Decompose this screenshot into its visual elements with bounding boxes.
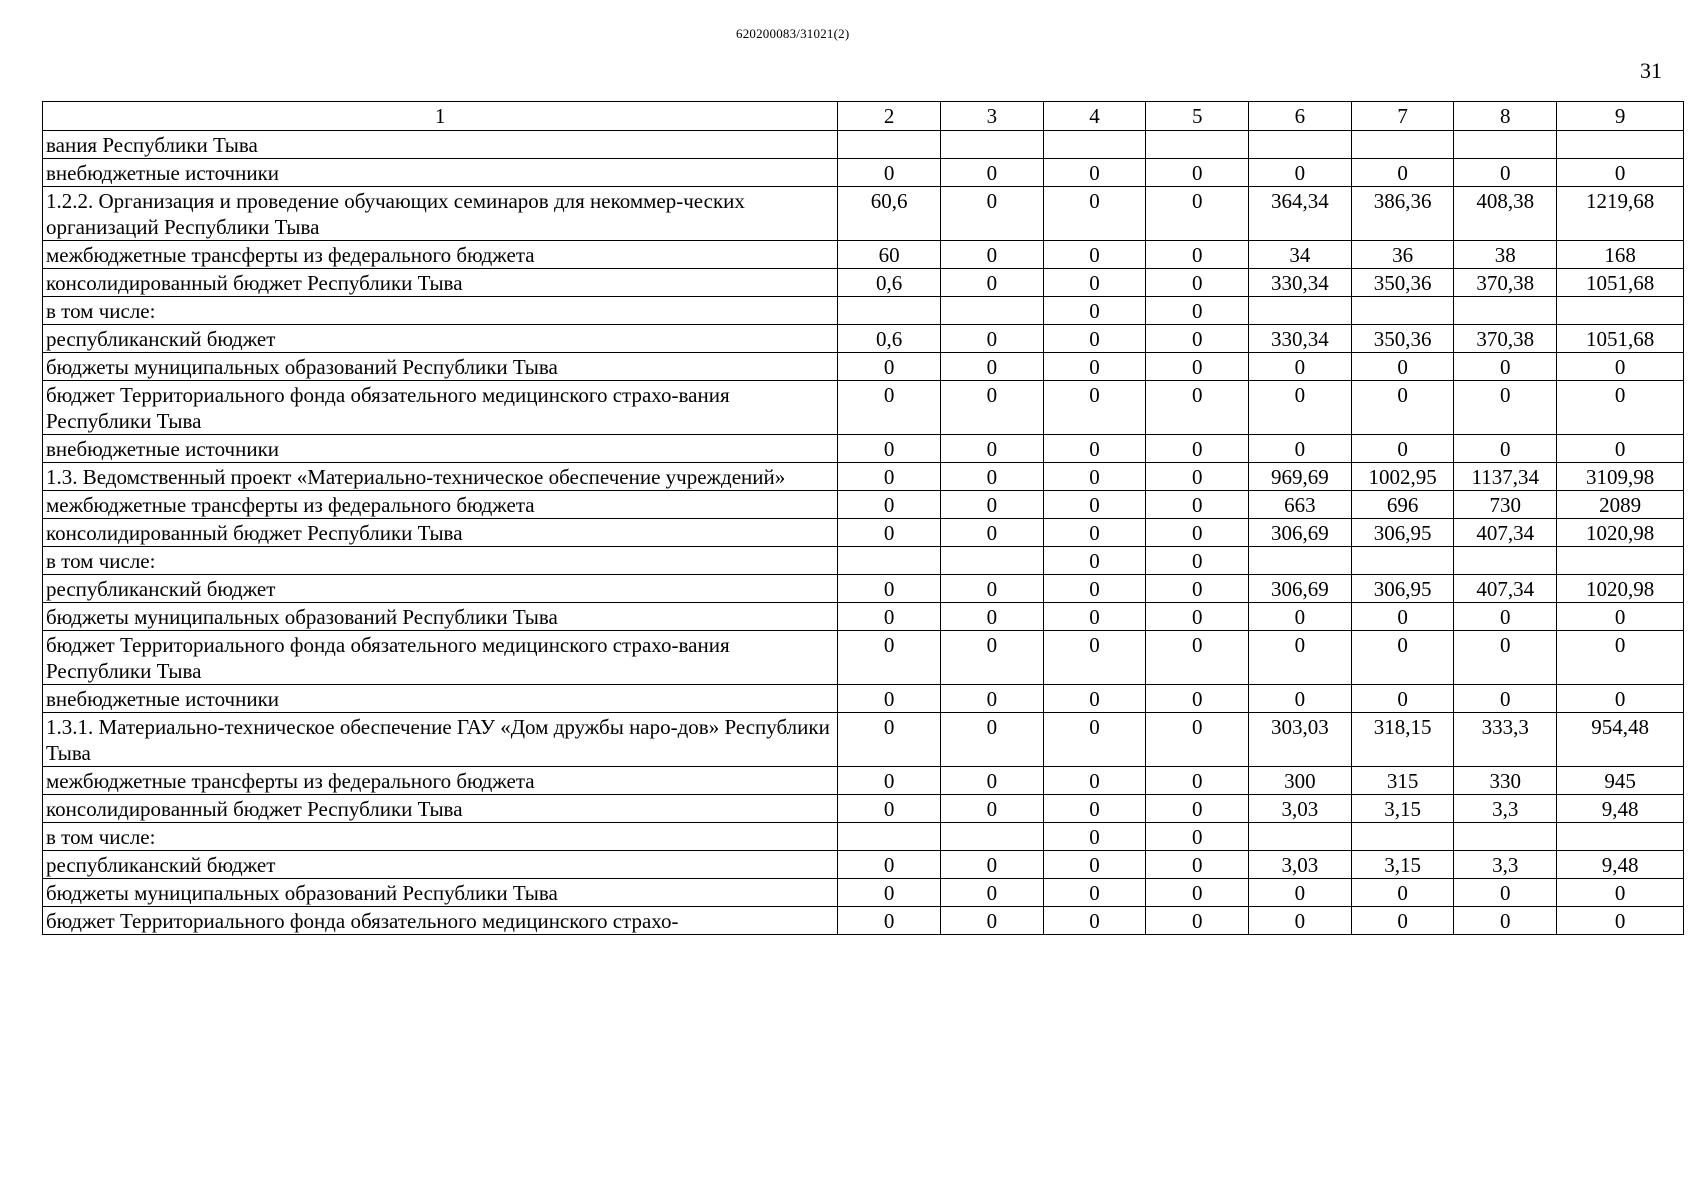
value-cell [1249, 297, 1352, 325]
value-cell: 0 [1146, 269, 1249, 297]
value-cell: 306,95 [1351, 519, 1454, 547]
table-row [43, 381, 1684, 435]
value-cell: 0 [1146, 879, 1249, 907]
row-label: бюджеты муниципальных образований Республики Тыва [43, 603, 838, 631]
value-cell: 0 [1146, 297, 1249, 325]
value-cell: 0 [1146, 547, 1249, 575]
table-row [43, 159, 1684, 187]
row-label: внебюджетные источники [43, 685, 838, 713]
value-cell: 364,34 [1249, 187, 1352, 241]
table-row [43, 491, 1684, 519]
value-cell: 0 [838, 381, 941, 435]
value-cell: 60 [838, 241, 941, 269]
value-cell: 0 [838, 463, 941, 491]
table-row [43, 435, 1684, 463]
row-label: в том числе: [43, 297, 838, 325]
table-row [43, 713, 1684, 767]
value-cell: 306,95 [1351, 575, 1454, 603]
value-cell [1454, 823, 1557, 851]
value-cell: 0 [1146, 907, 1249, 935]
value-cell: 0 [1043, 795, 1146, 823]
value-cell: 408,38 [1454, 187, 1557, 241]
value-cell: 0 [1146, 631, 1249, 685]
value-cell: 0 [1043, 491, 1146, 519]
value-cell: 0 [1146, 353, 1249, 381]
value-cell: 0 [1351, 159, 1454, 187]
value-cell [1351, 547, 1454, 575]
value-cell: 0 [1557, 603, 1684, 631]
value-cell [1557, 131, 1684, 159]
value-cell: 0 [941, 159, 1044, 187]
value-cell [838, 131, 941, 159]
value-cell: 1002,95 [1351, 463, 1454, 491]
value-cell: 0 [838, 685, 941, 713]
page-number: 31 [1640, 58, 1662, 83]
row-label: консолидированный бюджет Республики Тыва [43, 795, 838, 823]
value-cell: 0 [941, 879, 1044, 907]
table-row [43, 325, 1684, 353]
value-cell: 0 [1249, 685, 1352, 713]
value-cell: 0 [1043, 269, 1146, 297]
value-cell: 0 [1454, 159, 1557, 187]
value-cell: 0 [1249, 435, 1352, 463]
value-cell: 0 [941, 381, 1044, 435]
value-cell: 9,48 [1557, 851, 1684, 879]
value-cell: 0 [941, 713, 1044, 767]
value-cell: 0 [1146, 575, 1249, 603]
value-cell: 0 [941, 325, 1044, 353]
column-header: 4 [1043, 102, 1146, 131]
row-label: бюджет Территориального фонда обязательного медицинского страхо- [43, 907, 838, 935]
row-label: республиканский бюджет [43, 325, 838, 353]
value-cell [1249, 823, 1352, 851]
value-cell [1557, 547, 1684, 575]
value-cell: 0 [1351, 435, 1454, 463]
value-cell: 370,38 [1454, 269, 1557, 297]
column-header: 2 [838, 102, 941, 131]
value-cell: 0 [1043, 381, 1146, 435]
table-row [43, 879, 1684, 907]
value-cell: 0 [1454, 631, 1557, 685]
value-cell: 0 [838, 435, 941, 463]
row-label: 1.3.1. Материально-техническое обеспечение ГАУ «Дом дружбы наро-дов» Республики Тыва [43, 713, 838, 767]
value-cell: 407,34 [1454, 575, 1557, 603]
value-cell: 330 [1454, 767, 1557, 795]
value-cell: 0 [941, 269, 1044, 297]
value-cell: 0 [941, 353, 1044, 381]
value-cell: 0 [941, 519, 1044, 547]
value-cell: 0 [941, 435, 1044, 463]
budget-table [42, 101, 1684, 935]
table-row [43, 823, 1684, 851]
value-cell: 0 [941, 795, 1044, 823]
value-cell: 315 [1351, 767, 1454, 795]
row-label: в том числе: [43, 547, 838, 575]
row-label: внебюджетные источники [43, 159, 838, 187]
value-cell: 1020,98 [1557, 575, 1684, 603]
value-cell: 3,3 [1454, 795, 1557, 823]
value-cell: 318,15 [1351, 713, 1454, 767]
value-cell: 0 [1043, 603, 1146, 631]
row-label: межбюджетные трансферты из федерального бюджета [43, 767, 838, 795]
table-row [43, 631, 1684, 685]
value-cell: 0 [1146, 159, 1249, 187]
value-cell: 303,03 [1249, 713, 1352, 767]
row-label: 1.3. Ведомственный проект «Материально-техническое обеспечение учреждений» [43, 463, 838, 491]
value-cell: 0 [1043, 519, 1146, 547]
row-label: межбюджетные трансферты из федерального бюджета [43, 491, 838, 519]
table-body [43, 131, 1684, 935]
value-cell: 0 [1557, 879, 1684, 907]
table-row [43, 353, 1684, 381]
value-cell: 0 [1146, 187, 1249, 241]
value-cell: 0 [1454, 435, 1557, 463]
value-cell: 3,03 [1249, 851, 1352, 879]
value-cell: 0 [1146, 713, 1249, 767]
value-cell: 0 [1043, 823, 1146, 851]
value-cell: 0 [1043, 241, 1146, 269]
value-cell: 945 [1557, 767, 1684, 795]
value-cell: 0 [1351, 907, 1454, 935]
row-label: бюджет Территориального фонда обязательного медицинского страхо-вания Республики Тыва [43, 381, 838, 435]
value-cell: 0 [838, 631, 941, 685]
value-cell: 0 [1351, 631, 1454, 685]
value-cell: 168 [1557, 241, 1684, 269]
value-cell: 9,48 [1557, 795, 1684, 823]
value-cell: 969,69 [1249, 463, 1352, 491]
value-cell [1454, 131, 1557, 159]
value-cell: 0 [1043, 631, 1146, 685]
value-cell: 300 [1249, 767, 1352, 795]
value-cell: 0 [1146, 851, 1249, 879]
value-cell: 730 [1454, 491, 1557, 519]
value-cell: 306,69 [1249, 519, 1352, 547]
value-cell: 0 [1043, 159, 1146, 187]
table-row [43, 767, 1684, 795]
value-cell: 0 [1146, 823, 1249, 851]
value-cell: 0 [1043, 187, 1146, 241]
value-cell: 386,36 [1351, 187, 1454, 241]
value-cell: 0 [1454, 907, 1557, 935]
column-header: 7 [1351, 102, 1454, 131]
table-row [43, 131, 1684, 159]
table-row [43, 907, 1684, 935]
value-cell: 0 [1146, 519, 1249, 547]
value-cell: 0 [1557, 353, 1684, 381]
value-cell [941, 297, 1044, 325]
value-cell: 0 [941, 463, 1044, 491]
value-cell: 0 [941, 767, 1044, 795]
row-label: вания Республики Тыва [43, 131, 838, 159]
value-cell: 0 [1146, 795, 1249, 823]
value-cell: 0 [1146, 603, 1249, 631]
value-cell: 696 [1351, 491, 1454, 519]
value-cell: 0 [1043, 353, 1146, 381]
row-label: межбюджетные трансферты из федерального бюджета [43, 241, 838, 269]
value-cell: 0 [1043, 547, 1146, 575]
value-cell: 0 [1454, 603, 1557, 631]
value-cell: 0 [838, 795, 941, 823]
row-label: внебюджетные источники [43, 435, 838, 463]
value-cell: 0 [941, 603, 1044, 631]
value-cell: 1020,98 [1557, 519, 1684, 547]
value-cell: 0 [1454, 879, 1557, 907]
table-row [43, 269, 1684, 297]
value-cell: 0 [838, 851, 941, 879]
row-label: консолидированный бюджет Республики Тыва [43, 519, 838, 547]
value-cell [1351, 297, 1454, 325]
value-cell [1146, 131, 1249, 159]
value-cell: 38 [1454, 241, 1557, 269]
value-cell [838, 547, 941, 575]
value-cell: 1051,68 [1557, 269, 1684, 297]
value-cell: 0 [1249, 159, 1352, 187]
value-cell: 0 [1351, 879, 1454, 907]
value-cell: 1137,34 [1454, 463, 1557, 491]
row-label: 1.2.2. Организация и проведение обучающих семинаров для некоммер-ческих организаций Республики Тыва [43, 187, 838, 241]
value-cell [838, 823, 941, 851]
value-cell: 0,6 [838, 269, 941, 297]
column-header: 3 [941, 102, 1044, 131]
row-label: консолидированный бюджет Республики Тыва [43, 269, 838, 297]
value-cell: 0 [1043, 685, 1146, 713]
value-cell: 0 [1043, 325, 1146, 353]
row-label: бюджеты муниципальных образований Республики Тыва [43, 879, 838, 907]
value-cell: 0,6 [838, 325, 941, 353]
value-cell: 1051,68 [1557, 325, 1684, 353]
row-label: бюджет Территориального фонда обязательного медицинского страхо-вания Республики Тыва [43, 631, 838, 685]
value-cell: 0 [1146, 325, 1249, 353]
table-row [43, 685, 1684, 713]
value-cell: 34 [1249, 241, 1352, 269]
value-cell: 0 [1146, 463, 1249, 491]
value-cell: 306,69 [1249, 575, 1352, 603]
value-cell: 1219,68 [1557, 187, 1684, 241]
column-header: 5 [1146, 102, 1249, 131]
table-row [43, 241, 1684, 269]
table-row [43, 795, 1684, 823]
value-cell: 0 [1043, 879, 1146, 907]
value-cell: 0 [1249, 631, 1352, 685]
value-cell [941, 823, 1044, 851]
table-row [43, 187, 1684, 241]
value-cell: 0 [941, 907, 1044, 935]
value-cell: 0 [941, 575, 1044, 603]
value-cell: 0 [1249, 381, 1352, 435]
value-cell: 330,34 [1249, 269, 1352, 297]
value-cell [1249, 131, 1352, 159]
column-header: 8 [1454, 102, 1557, 131]
value-cell: 0 [838, 491, 941, 519]
table-row [43, 519, 1684, 547]
value-cell [1249, 547, 1352, 575]
value-cell: 0 [838, 353, 941, 381]
value-cell: 350,36 [1351, 325, 1454, 353]
value-cell [1557, 297, 1684, 325]
value-cell: 0 [1043, 297, 1146, 325]
value-cell: 0 [838, 713, 941, 767]
value-cell: 60,6 [838, 187, 941, 241]
value-cell: 0 [1249, 603, 1352, 631]
value-cell: 0 [1146, 491, 1249, 519]
column-header: 9 [1557, 102, 1684, 131]
value-cell [1351, 131, 1454, 159]
value-cell: 0 [1146, 435, 1249, 463]
value-cell [1351, 823, 1454, 851]
column-header: 6 [1249, 102, 1352, 131]
value-cell: 2089 [1557, 491, 1684, 519]
value-cell: 3,03 [1249, 795, 1352, 823]
value-cell: 0 [1557, 685, 1684, 713]
column-header: 1 [43, 102, 838, 131]
value-cell: 663 [1249, 491, 1352, 519]
value-cell: 0 [1557, 159, 1684, 187]
value-cell [1454, 297, 1557, 325]
value-cell: 0 [1043, 435, 1146, 463]
value-cell: 0 [838, 159, 941, 187]
row-label: республиканский бюджет [43, 851, 838, 879]
value-cell: 370,38 [1454, 325, 1557, 353]
value-cell: 3,15 [1351, 851, 1454, 879]
value-cell [1557, 823, 1684, 851]
value-cell: 0 [1249, 907, 1352, 935]
value-cell: 0 [941, 685, 1044, 713]
value-cell [838, 297, 941, 325]
value-cell: 407,34 [1454, 519, 1557, 547]
value-cell: 0 [1351, 603, 1454, 631]
value-cell: 36 [1351, 241, 1454, 269]
value-cell: 0 [838, 879, 941, 907]
value-cell: 3,3 [1454, 851, 1557, 879]
value-cell: 0 [941, 187, 1044, 241]
value-cell [1454, 547, 1557, 575]
value-cell: 0 [1146, 767, 1249, 795]
table-row [43, 463, 1684, 491]
value-cell: 0 [1043, 767, 1146, 795]
value-cell: 0 [1146, 381, 1249, 435]
value-cell: 333,3 [1454, 713, 1557, 767]
value-cell: 0 [1454, 685, 1557, 713]
value-cell: 0 [1146, 685, 1249, 713]
value-cell: 0 [941, 241, 1044, 269]
value-cell: 0 [1146, 241, 1249, 269]
table-row [43, 575, 1684, 603]
value-cell: 954,48 [1557, 713, 1684, 767]
table-row [43, 603, 1684, 631]
value-cell: 0 [941, 491, 1044, 519]
value-cell [941, 547, 1044, 575]
value-cell: 0 [1043, 463, 1146, 491]
value-cell: 0 [1557, 381, 1684, 435]
value-cell: 0 [838, 907, 941, 935]
table-row [43, 297, 1684, 325]
value-cell: 0 [1557, 631, 1684, 685]
value-cell: 0 [1454, 353, 1557, 381]
value-cell: 0 [1043, 713, 1146, 767]
value-cell: 0 [1043, 851, 1146, 879]
value-cell: 0 [838, 575, 941, 603]
value-cell: 0 [941, 851, 1044, 879]
value-cell: 0 [838, 519, 941, 547]
table-row [43, 547, 1684, 575]
table-row [43, 851, 1684, 879]
value-cell: 330,34 [1249, 325, 1352, 353]
value-cell: 0 [1557, 907, 1684, 935]
value-cell: 3,15 [1351, 795, 1454, 823]
row-label: бюджеты муниципальных образований Республики Тыва [43, 353, 838, 381]
value-cell: 0 [1249, 879, 1352, 907]
value-cell: 0 [1351, 381, 1454, 435]
value-cell: 0 [1351, 353, 1454, 381]
value-cell: 0 [1249, 353, 1352, 381]
value-cell: 0 [1351, 685, 1454, 713]
value-cell: 0 [838, 767, 941, 795]
value-cell: 350,36 [1351, 269, 1454, 297]
value-cell: 3109,98 [1557, 463, 1684, 491]
value-cell: 0 [1043, 907, 1146, 935]
row-label: в том числе: [43, 823, 838, 851]
document-id: 620200083/31021(2) [736, 26, 850, 41]
row-label: республиканский бюджет [43, 575, 838, 603]
value-cell [941, 131, 1044, 159]
value-cell: 0 [1454, 381, 1557, 435]
value-cell: 0 [838, 603, 941, 631]
column-header-row [43, 102, 1684, 131]
value-cell: 0 [941, 631, 1044, 685]
value-cell: 0 [1043, 575, 1146, 603]
value-cell: 0 [1557, 435, 1684, 463]
value-cell [1043, 131, 1146, 159]
